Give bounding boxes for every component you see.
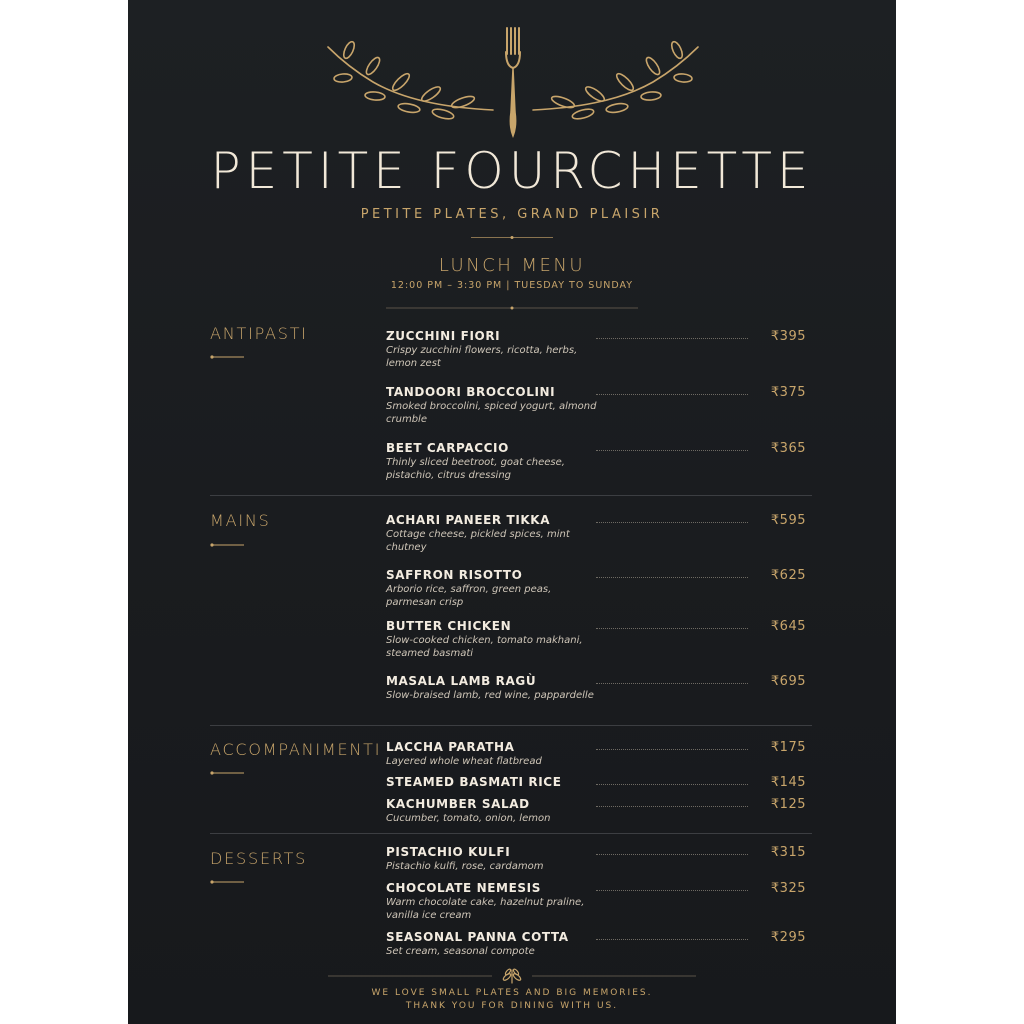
dot-leader [596, 806, 748, 807]
service-hours: 12:00 PM – 3:30 PM | TUESDAY TO SUNDAY [390, 280, 634, 291]
item-price: ₹595 [770, 513, 806, 528]
fork-icon [506, 28, 520, 136]
item-name: ACHARI PANEER TIKKA [386, 513, 551, 527]
menu-item [386, 797, 806, 825]
menu-item [386, 740, 806, 768]
menu-item [386, 385, 806, 426]
dot-leader [596, 577, 748, 578]
dot-leader [596, 939, 748, 940]
item-price: ₹145 [770, 775, 806, 790]
menu-item [386, 568, 806, 609]
item-price: ₹365 [770, 441, 806, 456]
section-underline [210, 543, 244, 547]
section-title-antipasti: ANTIPASTI [210, 324, 308, 343]
laurel-branch-icon [328, 40, 493, 121]
tagline: PETITE PLATES, GRAND PLAISIR [360, 207, 664, 222]
section-underline [210, 771, 244, 775]
menu-item [386, 513, 806, 554]
menu-item [386, 881, 806, 922]
item-name: BUTTER CHICKEN [386, 619, 512, 633]
item-description: Slow-cooked chicken, tomato makhani, steamed basmati [386, 635, 583, 659]
footer-line-2: THANK YOU FOR DINING WITH US. [405, 1001, 619, 1011]
item-description: Arborio rice, saffron, green peas, parmesan crisp [386, 584, 552, 608]
dot-leader [596, 628, 748, 629]
footer-line-1: WE LOVE SMALL PLATES AND BIG MEMORIES. [371, 988, 653, 998]
dot-leader [596, 784, 748, 785]
section-divider [210, 725, 812, 726]
dot-leader [596, 522, 748, 523]
item-price: ₹325 [770, 881, 806, 896]
item-description: Warm chocolate cake, hazelnut praline, vanilla ice cream [386, 897, 585, 921]
item-price: ₹695 [770, 674, 806, 689]
item-price: ₹645 [770, 619, 806, 634]
section-title-mains: MAINS [210, 511, 271, 530]
item-description: Layered whole wheat flatbread [386, 756, 542, 767]
section-divider [210, 833, 812, 834]
item-price: ₹395 [770, 329, 806, 344]
dot-leader [596, 890, 748, 891]
item-name: TANDOORI BROCCOLINI [386, 385, 556, 399]
menu-item [386, 674, 806, 702]
tagline-divider [471, 236, 553, 239]
section-underline [210, 355, 244, 359]
item-name: SEASONAL PANNA COTTA [386, 930, 569, 944]
footer-divider [328, 966, 696, 986]
item-name: SAFFRON RISOTTO [386, 568, 523, 582]
menu-title: LUNCH MENU [438, 255, 586, 276]
dot-leader [596, 338, 748, 339]
item-description: Set cream, seasonal compote [386, 946, 535, 957]
item-name: ZUCCHINI FIORI [386, 329, 501, 343]
hours-divider [386, 306, 638, 310]
item-description: Slow-braised lamb, red wine, pappardelle [386, 690, 594, 701]
item-name: STEAMED BASMATI RICE [386, 775, 562, 789]
leaf-sprig-icon [502, 968, 521, 983]
menu-item [386, 329, 806, 370]
item-description: Crispy zucchini flowers, ricotta, herbs, lemon zest [386, 345, 578, 369]
menu-card [128, 0, 896, 1024]
section-divider [210, 495, 812, 496]
item-description: Cottage cheese, pickled spices, mint chutney [386, 529, 570, 553]
section-title-accompanimenti: ACCOMPANIMENTI [210, 740, 382, 759]
dot-leader [596, 749, 748, 750]
menu-item [386, 775, 806, 790]
item-description: Pistachio kulfi, rose, cardamom [386, 861, 544, 872]
dot-leader [596, 450, 748, 451]
fork-laurel-ornament [313, 22, 713, 142]
menu-item [386, 845, 806, 873]
item-name: LACCHA PARATHA [386, 740, 515, 754]
item-description: Cucumber, tomato, onion, lemon [386, 813, 551, 824]
item-description: Thinly sliced beetroot, goat cheese, pistachio, citrus dressing [386, 457, 565, 481]
item-name: CHOCOLATE NEMESIS [386, 881, 541, 895]
item-name: MASALA LAMB RAGÙ [386, 674, 537, 688]
item-name: PISTACHIO KULFI [386, 845, 511, 859]
menu-item [386, 930, 806, 958]
menu-item [386, 441, 806, 482]
item-price: ₹175 [770, 740, 806, 755]
item-name: BEET CARPACCIO [386, 441, 509, 455]
section-title-desserts: DESSERTS [210, 849, 308, 868]
item-price: ₹315 [770, 845, 806, 860]
restaurant-name: PETITE FOURCHETTE [210, 142, 814, 200]
item-price: ₹375 [770, 385, 806, 400]
menu-item [386, 619, 806, 660]
item-name: KACHUMBER SALAD [386, 797, 530, 811]
dot-leader [596, 394, 748, 395]
section-underline [210, 880, 244, 884]
item-price: ₹295 [770, 930, 806, 945]
dot-leader [596, 854, 748, 855]
dot-leader [596, 683, 748, 684]
item-price: ₹125 [770, 797, 806, 812]
laurel-branch-icon [533, 40, 698, 121]
item-price: ₹625 [770, 568, 806, 583]
item-description: Smoked broccolini, spiced yogurt, almond crumble [386, 401, 597, 425]
